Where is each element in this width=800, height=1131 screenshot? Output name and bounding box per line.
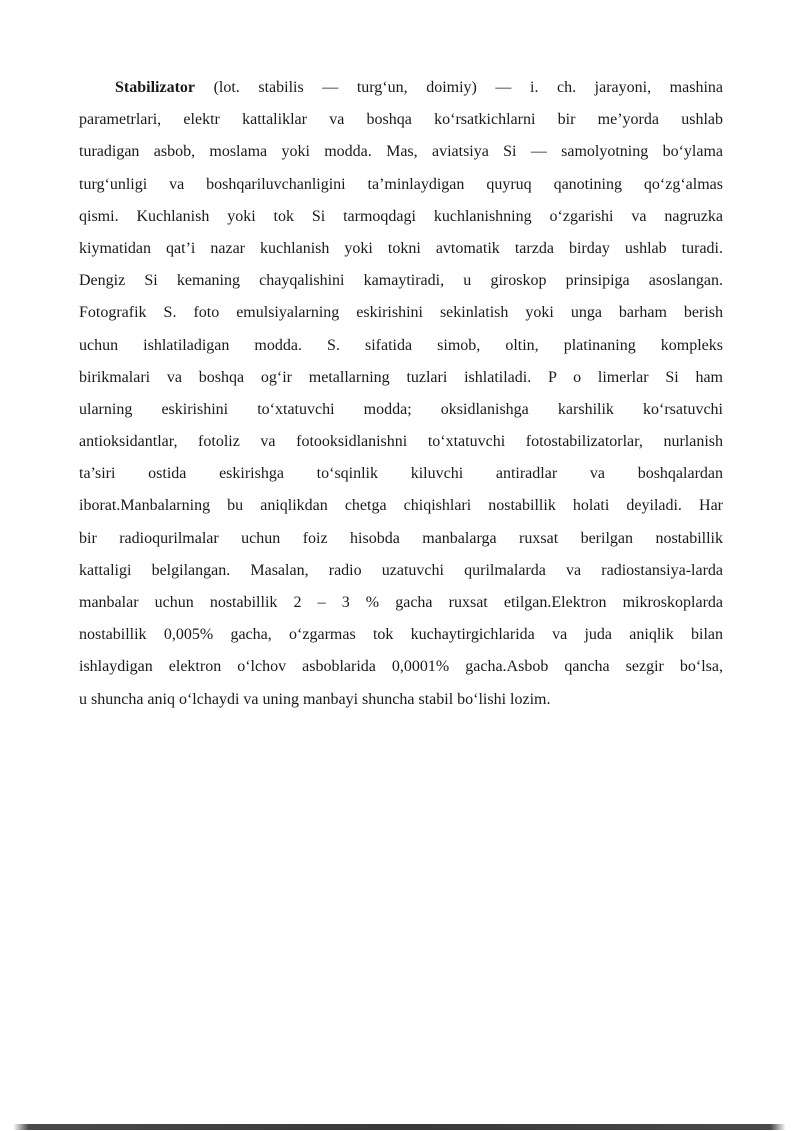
paragraph-line: ularning eskirishini to‘xtatuvchi modda; oksidlanishga karshilik ko‘rsatuvchi	[79, 400, 723, 418]
paragraph-line: Dengiz Si kemaning chayqalishini kamaytiradi, u giroskop prinsipiga asoslangan.	[79, 272, 723, 290]
paragraph-line: iborat.Manbalarning bu aniqlikdan chetga chiqishlari nostabillik holati deyiladi. Har	[79, 497, 723, 515]
paragraph-line: nostabillik 0,005% gacha, o‘zgarmas tok kuchaytirgichlarida va juda aniqlik bilan	[79, 626, 723, 644]
paragraph-line: parametrlari, elektr kattaliklar va boshqa ko‘rsatkichlarni bir me’yorda ushlab	[79, 111, 723, 129]
scan-artifact-bottom-edge	[13, 1124, 786, 1130]
paragraph-line: ta’siri ostida eskirishga to‘sqinlik kiluvchi antiradlar va boshqalardan	[79, 465, 723, 483]
paragraph-line: birikmalari va boshqa og‘ir metallarning tuzlari ishlatiladi. P o limerlar Si ham	[79, 368, 723, 386]
paragraph-line: antioksidantlar, fotoliz va fotooksidlanishni to‘xtatuvchi fotostabilizatorlar, nurlanish	[79, 433, 723, 451]
paragraph-line: bir radioqurilmalar uchun foiz hisobda manbalarga ruxsat berilgan nostabillik	[79, 529, 723, 547]
paragraph-line: turadigan asbob, moslama yoki modda. Mas, aviatsiya Si — samolyotning bo‘ylama	[79, 143, 723, 161]
paragraph-line: kattaligi belgilangan. Masalan, radio uzatuvchi qurilmalarda va radiostansiya-larda	[79, 561, 723, 579]
paragraph-line: Fotografik S. foto emulsiyalarning eskirishini sekinlatish yoki unga barham berish	[79, 304, 723, 322]
paragraph-line: ishlaydigan elektron o‘lchov asboblarida 0,0001% gacha.Asbob qancha sezgir bo‘lsa,	[79, 658, 723, 676]
paragraph-line	[79, 72, 723, 104]
paragraph-line: u shuncha aniq o‘lchaydi va uning manbayi shuncha stabil bo‘lishi lozim.	[79, 690, 551, 708]
line-text: (lot. stabilis — turg‘un, doimiy) — i. ch. jarayoni, mashina	[195, 79, 723, 96]
paragraph-line: turg‘unligi va boshqariluvchanligini ta’minlaydigan quyruq qanotining qo‘zg‘almas	[79, 175, 723, 193]
lead-word: Stabilizator	[115, 79, 195, 96]
paragraph-line: qismi. Kuchlanish yoki tok Si tarmoqdagi kuchlanishning o‘zgarishi va nagruzka	[79, 207, 723, 225]
article-paragraph	[79, 72, 723, 716]
paragraph-line: kiymatidan qat’i nazar kuchlanish yoki tokni avtomatik tarzda birday ushlab turadi.	[79, 239, 723, 257]
paragraph-line: manbalar uchun nostabillik 2 – 3 % gacha ruxsat etilgan.Elektron mikroskoplarda	[79, 594, 723, 611]
paragraph-line: uchun ishlatiladigan modda. S. sifatida simob, oltin, platinaning kompleks	[79, 336, 723, 354]
